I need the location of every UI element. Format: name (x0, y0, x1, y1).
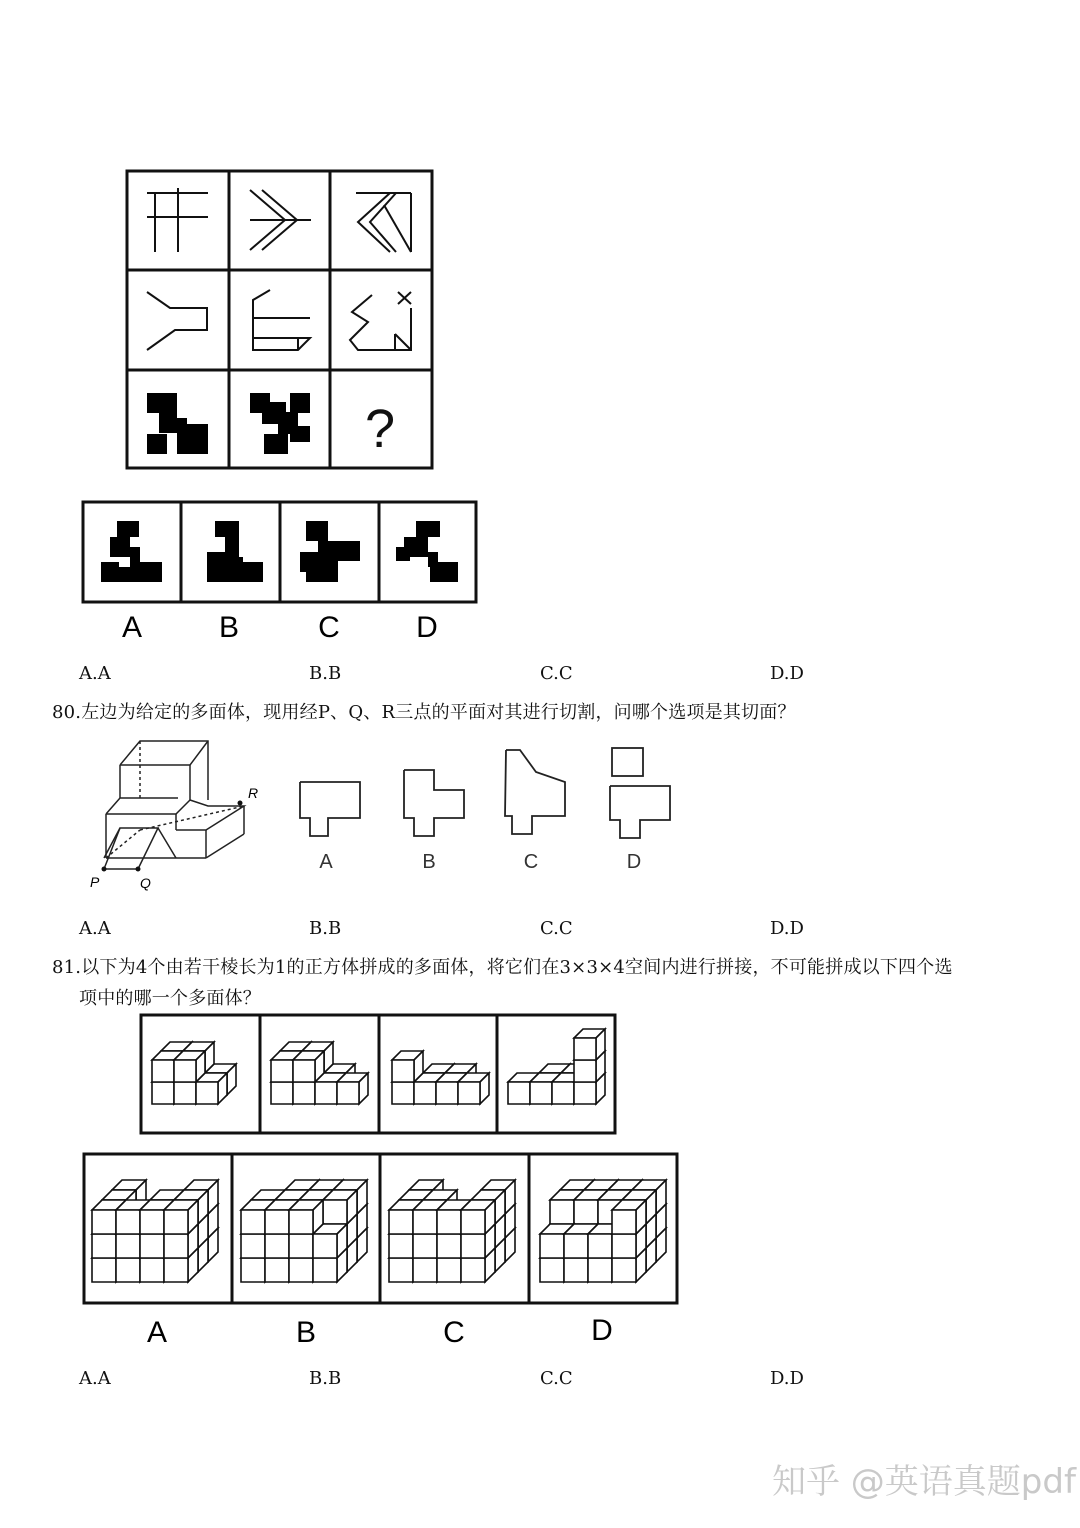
option-cube (140, 1234, 164, 1258)
q80-choice-a[interactable]: A.A (79, 918, 111, 939)
option-cube (413, 1258, 437, 1282)
option-cube (265, 1234, 289, 1258)
option-cube (550, 1200, 574, 1224)
point-label-p: P (90, 874, 100, 890)
piece-cube (152, 1082, 174, 1104)
watermark: 知乎 @英语真题pdf (772, 1462, 1076, 1502)
option-cube (323, 1200, 347, 1224)
option-cube (265, 1258, 289, 1282)
piece-cube (293, 1060, 315, 1082)
piece-cube (436, 1082, 458, 1104)
piece-cube (174, 1082, 196, 1104)
option-cube (241, 1210, 265, 1234)
q80-option-letter: C (523, 851, 539, 873)
q81-option-letter: A (146, 1316, 168, 1349)
option-cube (540, 1258, 564, 1282)
piece-cube (174, 1060, 196, 1082)
q81-choice-c[interactable]: C.C (540, 1368, 573, 1389)
option-cube (241, 1234, 265, 1258)
q80-choice-c[interactable]: C.C (540, 918, 573, 939)
option-cube (389, 1234, 413, 1258)
option-cube (413, 1210, 437, 1234)
option-cube (588, 1258, 612, 1282)
q80-option-letter: A (319, 851, 333, 873)
q79-option-letter: C (318, 611, 340, 644)
option-cube (437, 1234, 461, 1258)
option-cube (116, 1234, 140, 1258)
q81-option-letter: C (443, 1316, 465, 1349)
piece-cube (508, 1082, 530, 1104)
option-cube (313, 1258, 337, 1282)
piece-cube (293, 1082, 315, 1104)
q81-option-letter: D (591, 1314, 613, 1347)
q79-option-letter: D (416, 611, 438, 644)
q79-option-letter: A (121, 611, 143, 644)
option-cube (92, 1258, 116, 1282)
q81-question-text-line1: 81.以下为4个由若干棱长为1的正方体拼成的多面体，将它们在3×3×4空间内进行拼接，不可能拼成以下四个选 (52, 957, 953, 978)
point-label-r: R (248, 785, 259, 801)
option-cube (461, 1210, 485, 1234)
option-cube (289, 1234, 313, 1258)
q80-option-letter: D (626, 851, 642, 873)
piece-cube (315, 1082, 337, 1104)
option-cube (612, 1234, 636, 1258)
point-label-q: Q (140, 875, 151, 891)
piece-cube (574, 1082, 596, 1104)
option-cube (140, 1210, 164, 1234)
piece-cube (552, 1082, 574, 1104)
option-cube (140, 1258, 164, 1282)
q79-choice-d[interactable]: D.D (770, 663, 804, 684)
option-cube (413, 1234, 437, 1258)
option-cube (92, 1210, 116, 1234)
option-cube (564, 1234, 588, 1258)
piece-cube (152, 1060, 174, 1082)
q80-choice-d[interactable]: D.D (770, 918, 804, 939)
option-cube (612, 1258, 636, 1282)
q80-question-text: 80.左边为给定的多面体，现用经P、Q、R三点的平面对其进行切割，问哪个选项是其切面？ (52, 702, 796, 723)
q79-choice-c[interactable]: C.C (540, 663, 573, 684)
q81-question-text-line2: 项中的哪一个多面体？ (79, 988, 261, 1009)
option-cube (313, 1234, 337, 1258)
option-cube (289, 1258, 313, 1282)
option-cube (461, 1258, 485, 1282)
piece-cube (458, 1082, 480, 1104)
piece-cube (530, 1082, 552, 1104)
option-cube (612, 1210, 636, 1234)
option-cube (574, 1200, 598, 1224)
q79-choice-b[interactable]: B.B (309, 663, 342, 684)
piece-cube (414, 1082, 436, 1104)
option-cube (241, 1258, 265, 1282)
option-cube (164, 1210, 188, 1234)
option-cube (289, 1210, 313, 1234)
piece-cube (271, 1060, 293, 1082)
option-cube (437, 1210, 461, 1234)
q79-choice-a[interactable]: A.A (79, 663, 111, 684)
option-cube (540, 1234, 564, 1258)
question-mark: ? (364, 399, 396, 459)
option-cube (461, 1234, 485, 1258)
q81-choice-d[interactable]: D.D (770, 1368, 804, 1389)
piece-cube (392, 1060, 414, 1082)
option-cube (389, 1258, 413, 1282)
option-cube (389, 1210, 413, 1234)
option-cube (164, 1234, 188, 1258)
q79-option-letter: B (218, 611, 240, 644)
q81-choice-a[interactable]: A.A (79, 1368, 111, 1389)
piece-cube (574, 1038, 596, 1060)
piece-cube (392, 1082, 414, 1104)
option-cube (116, 1210, 140, 1234)
q80-option-letter: B (422, 851, 436, 873)
piece-cube (574, 1060, 596, 1082)
q80-choice-b[interactable]: B.B (309, 918, 342, 939)
option-cube (588, 1234, 612, 1258)
q81-choice-b[interactable]: B.B (309, 1368, 342, 1389)
option-cube (92, 1234, 116, 1258)
piece-cube (271, 1082, 293, 1104)
piece-cube (337, 1082, 359, 1104)
option-cube (164, 1258, 188, 1282)
piece-cube (196, 1082, 218, 1104)
option-cube (564, 1258, 588, 1282)
option-cube (437, 1258, 461, 1282)
q81-option-letter: B (295, 1316, 317, 1349)
option-cube (116, 1258, 140, 1282)
option-cube (265, 1210, 289, 1234)
